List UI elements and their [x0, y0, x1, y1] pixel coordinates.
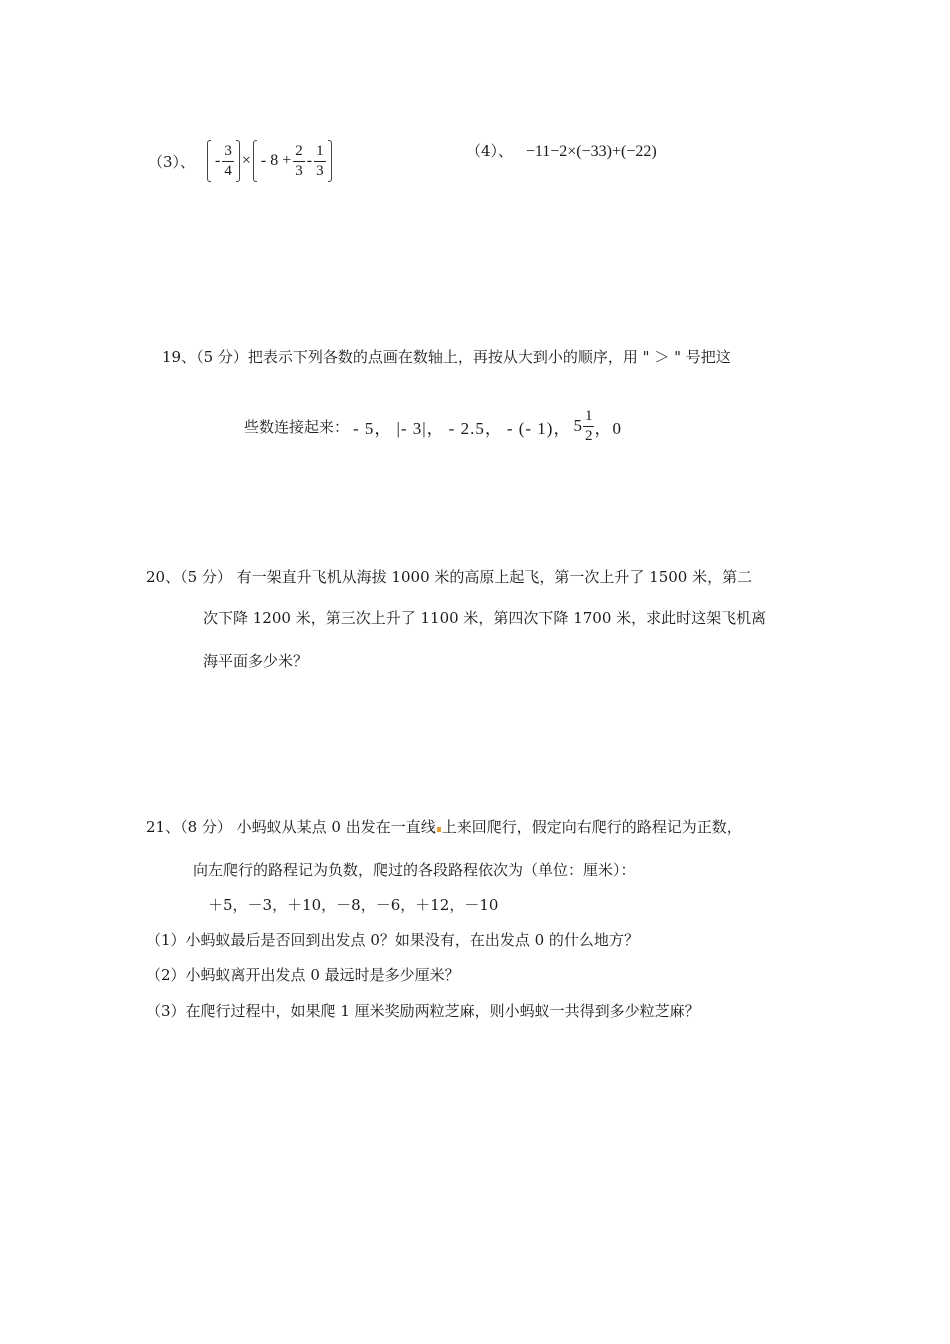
- number-abs-neg-3: |- 3|，: [396, 418, 445, 438]
- question-20-line-3: 海平面多少米？: [203, 652, 309, 670]
- problem-18-4: [466, 140, 657, 161]
- left-paren: [207, 140, 211, 182]
- problem-18-3-label: （3）、: [148, 152, 196, 171]
- question-19-lead: 些数连接起来：: [244, 417, 350, 436]
- minus-sign: -: [306, 152, 313, 169]
- minus-sign: -: [215, 152, 221, 169]
- fraction-3-4: $\frac{3}{4}$: [224, 142, 232, 179]
- question-19-numbers: [244, 402, 622, 450]
- question-21-sub-2: （2）小蚂蚁离开出发点 0 最远时是多少厘米？: [146, 966, 460, 984]
- question-21-line-1-part-b: 上来回爬行，假定向右爬行的路程记为正数，: [441, 818, 742, 836]
- fraction-2-3: $\frac{2}{3}$: [295, 142, 303, 179]
- number-zero: ，0: [594, 418, 622, 438]
- question-19-line-1: 19、（5 分）把表示下列各数的点画在数轴上，再按从大到小的顺序，用 " ＞ " 号把这: [162, 348, 731, 366]
- right-paren: [236, 140, 240, 182]
- right-paren: [328, 140, 332, 182]
- number-neg-5: - 5，: [353, 418, 393, 438]
- edit-marker-icon: [437, 827, 441, 832]
- problem-18-3: [148, 137, 332, 185]
- times-sign: ×: [241, 152, 251, 169]
- question-20-line-2: 次下降 1200 米，第三次上升了 1100 米，第四次下降 1700 米，求此时这架飞机离: [203, 609, 767, 627]
- question-21-line-1: [146, 816, 742, 837]
- fraction-1-3: $\frac{1}{3}$: [316, 142, 324, 179]
- question-20-line-1: 20、（5 分） 有一架直升飞机从海拔 1000 米的高原上起飞，第一次上升了 1500 米，第二: [146, 568, 753, 586]
- number-neg-neg-1: - (- 1)，: [506, 418, 572, 438]
- question-21-line-1-part-a: 21、（8 分） 小蚂蚁从某点 0 出发在一直线: [146, 818, 436, 836]
- question-21-line-2: 向左爬行的路程记为负数，爬过的各段路程依次为（单位：厘米）：: [193, 861, 636, 879]
- mixed-number-fraction: $\frac{1}{2}$: [584, 407, 593, 444]
- problem-18-4-expression: −11−2×(−33)+(−22): [525, 143, 657, 160]
- minus-eight: - 8: [260, 152, 279, 169]
- left-paren: [253, 140, 257, 182]
- question-21-sub-1: （1）小蚂蚁最后是否回到出发点 0？如果没有，在出发点 0 的什么地方？: [146, 931, 639, 949]
- question-21-sub-3: （3）在爬行过程中，如果爬 1 厘米奖励两粒芝麻，则小蚂蚁一共得到多少粒芝麻？: [146, 1002, 700, 1020]
- question-21-distances: ＋5，－3，＋10，－8，－6，＋12，－10: [208, 896, 499, 914]
- problem-18-4-label: （4）、: [466, 142, 514, 160]
- mixed-number-whole: 5: [573, 416, 583, 435]
- number-neg-2-5: - 2.5，: [448, 418, 503, 438]
- plus-sign: +: [282, 152, 292, 169]
